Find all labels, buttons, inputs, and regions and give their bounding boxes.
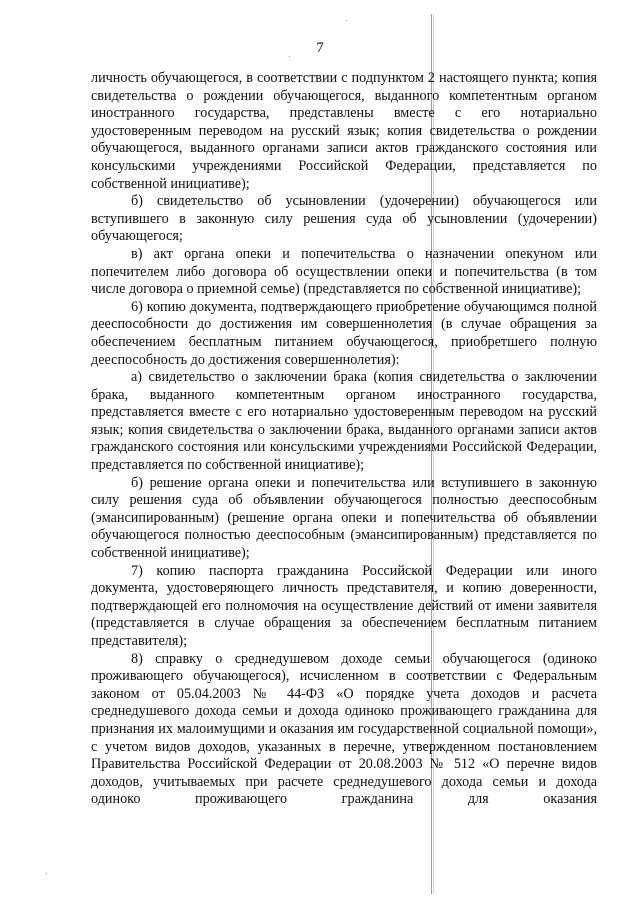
paragraph-item-8-income: 8) справку о среднедушевом доходе семьи обучающегося (одиноко проживающего обучающегося), исчисленном в соответствии с Федеральным законом от 05.04.2003 № 44-ФЗ «О порядке учета доходов и расчета среднедушевого дохода семьи и дохода одиноко проживающего гражданина для признания их малоимущими и оказания им государственной социальной помощи», с учетом видов доходов, указанных в перечне, утвержденном постановлением Правительства Российской Федерации от 20.08.2003 № 512 «О перечне видов доходов, учитываемых при расчете среднедушевого дохода семьи и дохода одиноко проживающего гражданина для оказания (91, 650, 597, 808)
paragraph-continuation: личность обучающегося, в соответствии с подпунктом 2 настоящего пункта; копия свидетельства о рождении обучающегося, выданного компетентным органом иностранного государства, представлены вместе с его нотариально удостоверенным переводом на русский язык; копия свидетельства о рождении обучающегося, выданного органами записи актов гражданского состояния или консульскими учреждениями Российской Федерации, представляется по собственной инициативе); (91, 70, 597, 192)
paragraph-item-a-marriage: а) свидетельство о заключении брака (копия свидетельства о заключении брака, выданного компетентным органом иностранного государства, представляется вместе с его нотариально удостоверенным переводом на русский язык; копия свидетельства о заключении брака, выданного органами записи актов гражданского состояния или консульскими учреждениями Российской Федерации, представляется по собственной инициативе); (91, 369, 597, 474)
paragraph-item-b-emancipation: б) решение органа опеки и попечительства или вступившего в законную силу решения суда об объявлении обучающегося полностью дееспособным (эмансипированным) (решение органа опеки и попечительства об объявлении обучающегося полностью дееспособным (эмансипированным) представляется по собственной инициативе); (91, 474, 597, 562)
paragraph-item-b-adoption: б) свидетельство об усыновлении (удочерении) обучающегося или вступившего в законную силу решения суда об усыновлении (удочерении) обучающегося; (91, 193, 597, 245)
scan-speck (346, 20, 347, 21)
paragraph-item-7-passport: 7) копию паспорта гражданина Российской Федерации или иного документа, удостоверяющего личность представителя, и копию доверенности, подтверждающей его полномочия на осуществление действий от имени заявителя (представляется в случае обращения за обеспечением бесплатным питанием представителя); (91, 562, 597, 649)
page-number: 7 (316, 40, 324, 56)
scan-speck (46, 873, 47, 874)
paragraph-item-v-guardianship: в) акт органа опеки и попечительства о назначении опекуном или попечителем либо договора об осуществлении опеки и попечительства (в том числе договора о приемной семье) (представляется по собственной инициативе); (91, 245, 597, 298)
paragraph-item-6-capacity: 6) копию документа, подтверждающего приобретение обучающимся полной дееспособности до достижения им совершеннолетия (в случае обращения за обеспечением бесплатным питанием обучающегося, приобретшего полную дееспособность до достижения совершеннолетия): (91, 298, 597, 368)
document-body (91, 70, 597, 809)
